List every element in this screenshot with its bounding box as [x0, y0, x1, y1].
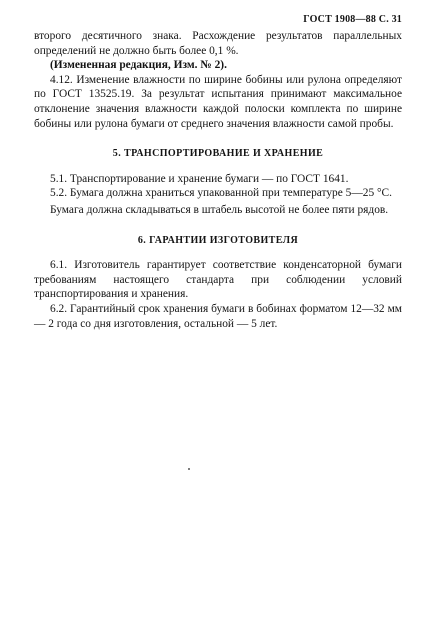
- document-body: [34, 29, 402, 331]
- paragraph-5-stacking: Бумага должна складываться в штабель высотой не более пяти рядов.: [50, 203, 389, 216]
- paragraph-4-12: 4.12. Изменение влажности по ширине бобины или рулона определяют по ГОСТ 13525.19. За результат испытания принимают максимальное отклонение значения влажности каждой полоски комплекта по ширине бобины или рулона бумаги от среднего значения влажности самой пробы.: [34, 73, 402, 130]
- paragraph-6-2: 6.2. Гарантийный срок хранения бумаги в бобинах форматом 12—32 мм — 2 года со дня изготовления, остальной — 5 лет.: [34, 302, 402, 330]
- paragraph-continuation: второго десятичного знака. Расхождение результатов параллельных определений не должно быть более 0,1 %.: [34, 30, 402, 57]
- section-5-title: 5. ТРАНСПОРТИРОВАНИЕ И ХРАНЕНИЕ: [112, 148, 324, 160]
- paragraph-6-1: 6.1. Изготовитель гарантирует соответствие конденсаторной бумаги требованиям настоящего стандарта при соблюдении условий транспортирования и хранения.: [34, 259, 402, 301]
- amendment-note: (Измененная редакция, Изм. № 2).: [50, 59, 227, 72]
- section-6-title: 6. ГАРАНТИИ ИЗГОТОВИТЕЛЯ: [137, 234, 299, 246]
- paragraph-5-1: 5.1. Транспортирование и хранение бумаги — по ГОСТ 1641.: [50, 172, 349, 185]
- paragraph-5-2: 5.2. Бумага должна храниться упакованной при температуре 5—25 °С.: [50, 187, 392, 200]
- page-header: ГОСТ 1908—88 С. 31: [303, 14, 402, 25]
- scan-speck: [188, 468, 190, 470]
